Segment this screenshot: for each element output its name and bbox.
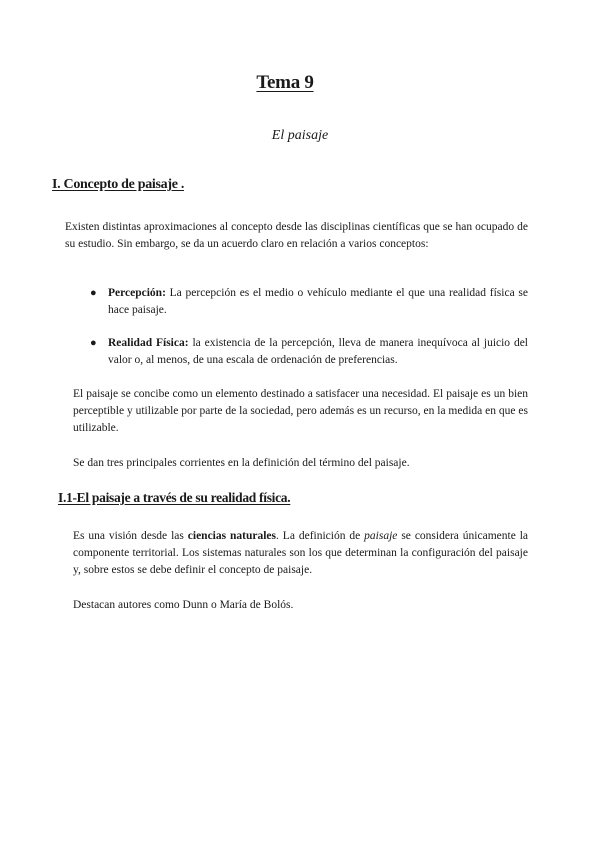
bullet-text: la existencia de la percepción, lleva de manera inequívoca al juicio del valor o, al menos, de una escala de ordenación de preferencias. xyxy=(108,337,528,366)
document-subtitle: El paisaje xyxy=(271,128,329,143)
section-heading-concepto: I. Concepto de paisaje . xyxy=(52,177,185,192)
bullet-text: La percepción es el medio o vehículo mediante el que una realidad física se hace paisaje. xyxy=(108,287,528,316)
document-title: Tema 9 xyxy=(256,72,314,93)
bullet-term: Percepción: xyxy=(108,287,166,299)
text-run: Es una visión desde las xyxy=(73,530,188,542)
autores-paragraph: Destacan autores como Dunn o María de Bolós. xyxy=(73,599,294,611)
text-run: se considera únicamente la componente territorial. Los sistemas naturales son los que determinan la configuración del paisaje y, sobre estos se debe definir el concepto de paisaje. xyxy=(73,530,529,576)
bullet-dot-icon: ● xyxy=(90,337,97,349)
bullet-term: Realidad Física: xyxy=(108,337,189,349)
bullet-item-percepcion xyxy=(90,285,528,319)
bullet-item-realidad-fisica xyxy=(90,335,528,369)
ciencias-naturales-paragraph xyxy=(73,528,528,579)
paisaje-necesidad-paragraph: El paisaje se concibe como un elemento destinado a satisfacer una necesidad. El paisaje es un bien perceptible y utilizable por parte de la sociedad, pero además es un recurso, en la medida en que es utilizable. xyxy=(73,388,528,434)
emphasis-bold: ciencias naturales xyxy=(187,530,277,542)
bullet-dot-icon: ● xyxy=(90,287,97,299)
emphasis-italic: paisaje xyxy=(364,530,398,542)
intro-paragraph: Existen distintas aproximaciones al concepto desde las disciplinas científicas que se han ocupado de su estudio. Sin embargo, se da un acuerdo claro en relación a varios conceptos: xyxy=(65,221,528,250)
text-run: . La definición de xyxy=(276,530,365,542)
subsection-heading-realidad-fisica: I.1-El paisaje a través de su realidad física. xyxy=(58,490,291,505)
concept-bullet-list xyxy=(90,285,528,369)
corrientes-paragraph: Se dan tres principales corrientes en la definición del término del paisaje. xyxy=(73,457,410,469)
